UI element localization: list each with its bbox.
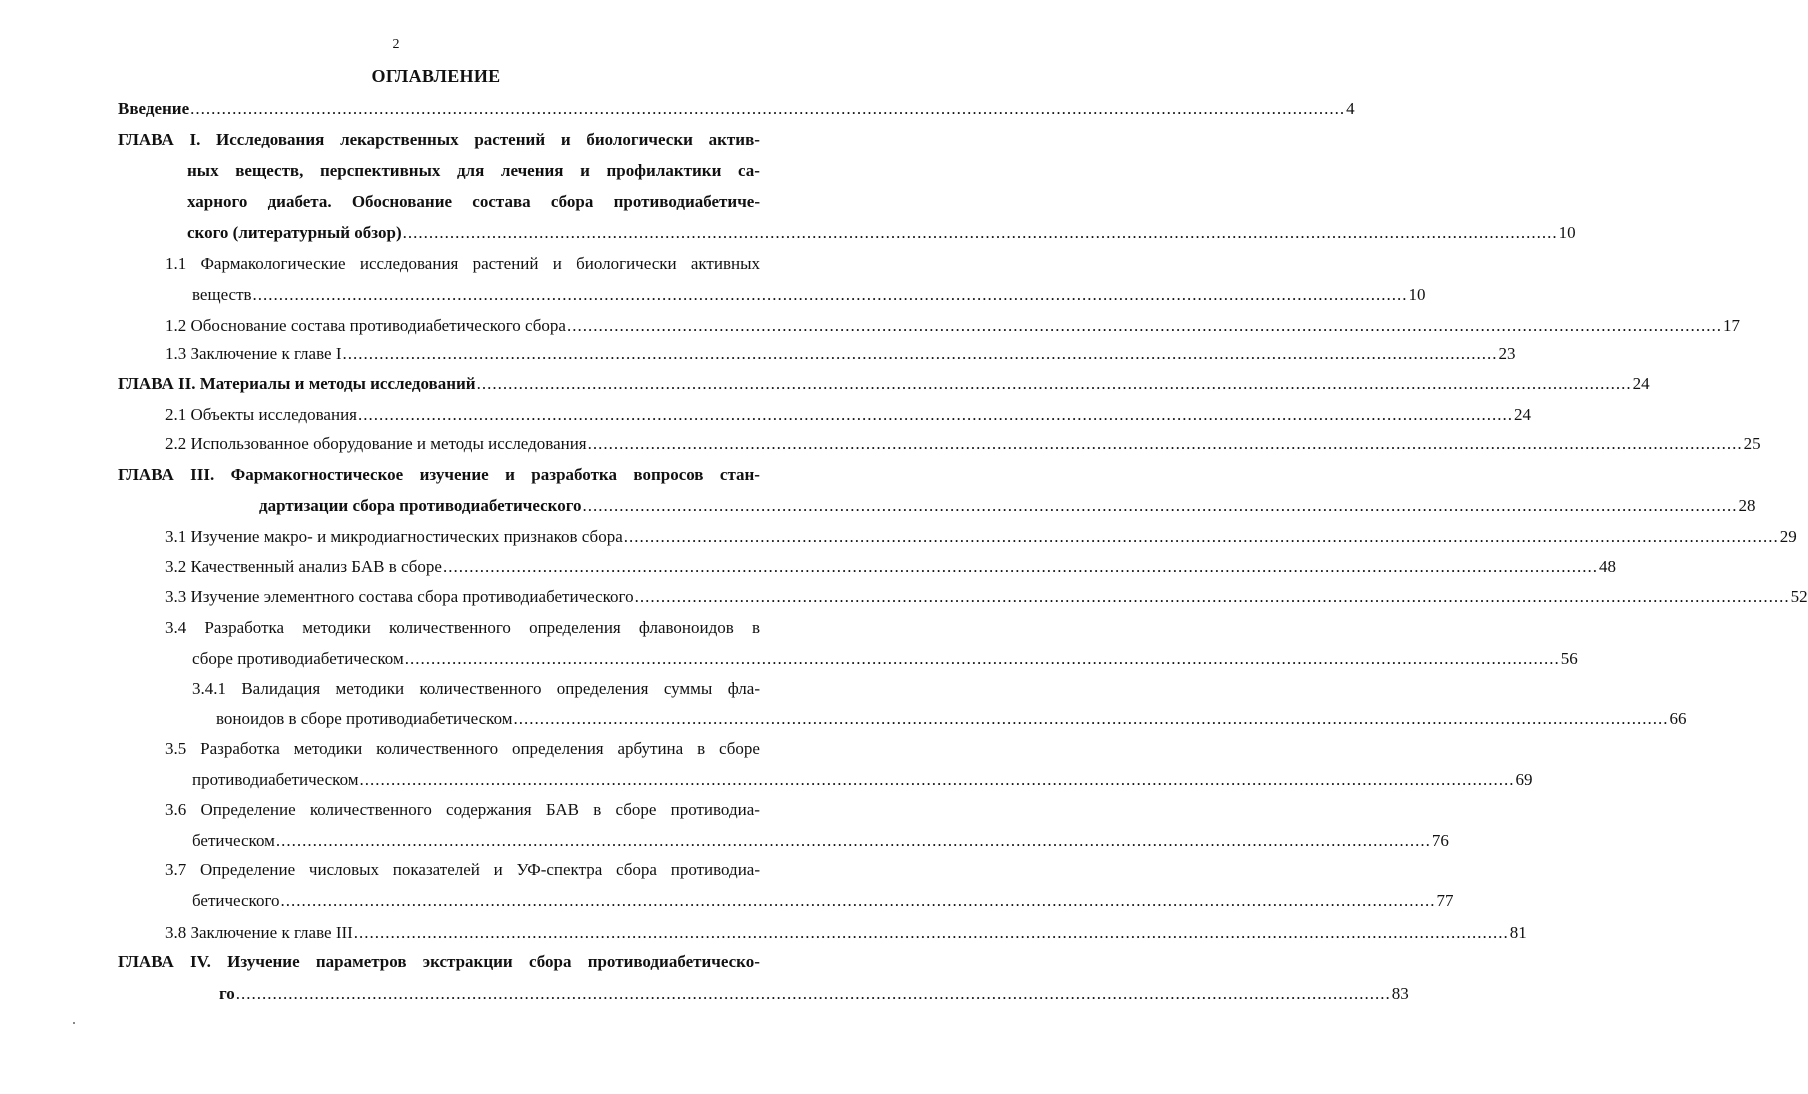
- toc-entry-last-line: [192, 767, 1533, 793]
- toc-word: I.: [189, 130, 201, 149]
- toc-word: числовых: [308, 860, 380, 879]
- toc-entry-page: 10: [1408, 285, 1426, 304]
- toc-word: количественного: [388, 618, 511, 637]
- toc-word: методики: [293, 739, 363, 758]
- toc-entry-last-line: [192, 888, 1454, 914]
- toc-word: стан-: [719, 465, 760, 484]
- toc-entry-text: 3.3 Изучение элементного состава сбора противодиабетического: [165, 587, 634, 606]
- toc-word: определения: [556, 679, 649, 698]
- dot-leader: ............................................................................................................................................................................................................................: [587, 434, 1743, 453]
- toc-word: содержания: [446, 800, 532, 819]
- toc-word: методики: [335, 679, 405, 698]
- toc-word: веществ,: [235, 161, 304, 180]
- toc-entry-last-line: [118, 371, 1650, 397]
- dot-leader: ............................................................................................................................................................................................................................: [280, 891, 1436, 910]
- toc-word: состава: [472, 192, 531, 211]
- toc-entry-line: [165, 736, 760, 762]
- toc-word: суммы: [663, 679, 713, 698]
- toc-entry-text: го: [219, 984, 235, 1003]
- toc-word: биологически: [586, 130, 693, 149]
- toc-word: разработка: [531, 465, 617, 484]
- toc-entry-last-line: [192, 282, 1426, 308]
- toc-word: III.: [190, 465, 215, 484]
- toc-entry-last-line: [118, 96, 1355, 122]
- toc-entry-last-line: [216, 706, 1687, 732]
- toc-entry-page: 69: [1515, 770, 1533, 789]
- toc-entry-text: 3.1 Изучение макро- и микродиагностических признаков сбора: [165, 527, 623, 546]
- toc-word: диабета.: [267, 192, 332, 211]
- toc-entry-page: 17: [1722, 316, 1740, 335]
- toc-entry-text: дартизации сбора противодиабетического: [259, 496, 582, 515]
- dot-leader: ............................................................................................................................................................................................................................: [275, 831, 1431, 850]
- toc-word: Валидация: [241, 679, 321, 698]
- toc-word: 3.4: [165, 618, 187, 637]
- toc-word: активных: [690, 254, 760, 273]
- toc-word: Определение: [200, 860, 296, 879]
- toc-word: арбутина: [617, 739, 684, 758]
- toc-entry-line: [118, 462, 760, 488]
- toc-entry-last-line: [165, 920, 1527, 946]
- toc-word: сбора: [550, 192, 594, 211]
- toc-entry-text: воноидов в сборе противодиабетическом: [216, 709, 513, 728]
- toc-entry-last-line: [219, 981, 1409, 1007]
- toc-word: Разработка: [200, 739, 280, 758]
- toc-word: противодиа-: [670, 860, 760, 879]
- toc-word: УФ-спектра: [516, 860, 603, 879]
- toc-word: сбора: [528, 952, 572, 971]
- toc-entry-last-line: [165, 554, 1616, 580]
- toc-word: са-: [738, 161, 760, 180]
- toc-word: перспективных: [319, 161, 441, 180]
- toc-entry-last-line: [165, 524, 1797, 550]
- toc-entry-last-line: [192, 828, 1449, 854]
- toc-entry-line: [165, 797, 760, 823]
- toc-entry-last-line: [165, 313, 1740, 339]
- toc-word: IV.: [189, 952, 211, 971]
- toc-entry-text: Введение: [118, 99, 190, 118]
- toc-word: ГЛАВА: [118, 465, 174, 484]
- toc-word: количественного: [419, 679, 542, 698]
- toc-entry-page: 56: [1560, 649, 1578, 668]
- toc-word: растений: [472, 254, 539, 273]
- toc-entry-page: 29: [1779, 527, 1797, 546]
- toc-entry-page: 83: [1391, 984, 1409, 1003]
- dot-leader: ............................................................................................................................................................................................................................: [190, 99, 1346, 118]
- toc-word: сбора: [616, 860, 657, 879]
- dot-leader: ............................................................................................................................................................................................................................: [582, 496, 1738, 515]
- toc-word: в: [751, 618, 760, 637]
- toc-word: противодиа-: [670, 800, 760, 819]
- toc-word: для: [456, 161, 485, 180]
- dot-leader: ............................................................................................................................................................................................................................: [634, 587, 1790, 606]
- toc-entry-last-line: [187, 220, 1576, 246]
- toc-word: Исследования: [216, 130, 325, 149]
- dot-leader: ............................................................................................................................................................................................................................: [235, 984, 1391, 1003]
- toc-word: биологически: [576, 254, 677, 273]
- toc-word: лекарственных: [340, 130, 459, 149]
- toc-entry-text: сборе противодиабетическом: [192, 649, 404, 668]
- toc-entry-page: 25: [1743, 434, 1761, 453]
- toc-word: БАВ: [545, 800, 579, 819]
- toc-word: и: [505, 465, 515, 484]
- toc-entry-page: 52: [1790, 587, 1808, 606]
- toc-word: количественного: [309, 800, 432, 819]
- toc-entry-line: [118, 127, 760, 153]
- toc-word: Изучение: [227, 952, 300, 971]
- toc-word: сборе: [615, 800, 657, 819]
- toc-entry-line: [165, 251, 760, 277]
- toc-entry-last-line: [165, 431, 1761, 457]
- toc-entry-last-line: [165, 584, 1808, 610]
- dot-leader: ............................................................................................................................................................................................................................: [402, 223, 1558, 242]
- scan-speck: [73, 1022, 75, 1024]
- toc-entry-page: 28: [1738, 496, 1756, 515]
- toc-entry-text: бетическом: [192, 831, 275, 850]
- toc-entry-last-line: [165, 402, 1531, 428]
- toc-word: Фармакологические: [200, 254, 346, 273]
- toc-word: исследования: [359, 254, 459, 273]
- toc-entry-page: 81: [1509, 923, 1527, 942]
- toc-word: показателей: [392, 860, 480, 879]
- toc-entry-text: ГЛАВА II. Материалы и методы исследований: [118, 374, 476, 393]
- toc-entry-line: [192, 676, 760, 702]
- toc-word: в: [593, 800, 602, 819]
- toc-entry-text: ского (литературный обзор): [187, 223, 402, 242]
- toc-word: вопросов: [633, 465, 704, 484]
- toc-entry-last-line: [259, 493, 1756, 519]
- toc-entry-text: 1.3 Заключение к главе I: [165, 344, 342, 363]
- toc-entry-text: 3.2 Качественный анализ БАВ в сборе: [165, 557, 442, 576]
- toc-entry-page: 24: [1513, 405, 1531, 424]
- toc-entry-page: 77: [1436, 891, 1454, 910]
- toc-entry-line: [118, 949, 760, 975]
- dot-leader: ............................................................................................................................................................................................................................: [476, 374, 1632, 393]
- toc-word: и: [580, 161, 590, 180]
- toc-entry-line: [187, 158, 760, 184]
- toc-word: 3.4.1: [192, 679, 226, 698]
- dot-leader: ............................................................................................................................................................................................................................: [513, 709, 1669, 728]
- toc-word: противодиабетическо-: [587, 952, 760, 971]
- toc-entry-page: 66: [1669, 709, 1687, 728]
- toc-word: растений: [474, 130, 546, 149]
- dot-leader: ............................................................................................................................................................................................................................: [404, 649, 1560, 668]
- toc-word: и: [560, 130, 571, 149]
- toc-entry-last-line: [192, 646, 1578, 672]
- page-number: 2: [392, 37, 400, 52]
- toc-word: определения: [511, 739, 604, 758]
- dot-leader: ............................................................................................................................................................................................................................: [252, 285, 1408, 304]
- toc-title: ОГЛАВЛЕНИЕ: [371, 66, 501, 86]
- toc-word: ГЛАВА: [118, 952, 174, 971]
- toc-entry-page: 48: [1598, 557, 1616, 576]
- toc-entry-text: бетического: [192, 891, 280, 910]
- dot-leader: ............................................................................................................................................................................................................................: [357, 405, 1513, 424]
- toc-entry-text: 1.2 Обоснование состава противодиабетического сбора: [165, 316, 566, 335]
- toc-word: изучение: [419, 465, 489, 484]
- dot-leader: ............................................................................................................................................................................................................................: [359, 770, 1515, 789]
- toc-entry-line: [187, 189, 760, 215]
- toc-word: профилактики: [606, 161, 722, 180]
- toc-word: в: [697, 739, 706, 758]
- toc-entry-text: противодиабетическом: [192, 770, 359, 789]
- toc-word: Обоснование: [351, 192, 453, 211]
- toc-word: Фармакогностическое: [230, 465, 404, 484]
- toc-entry-page: 76: [1431, 831, 1449, 850]
- toc-word: сборе: [718, 739, 760, 758]
- toc-word: ГЛАВА: [118, 130, 174, 149]
- toc-word: актив-: [708, 130, 760, 149]
- toc-entry-last-line: [165, 341, 1516, 367]
- toc-entry-text: 2.1 Объекты исследования: [165, 405, 357, 424]
- dot-leader: ............................................................................................................................................................................................................................: [342, 344, 1498, 363]
- toc-word: количественного: [376, 739, 499, 758]
- dot-leader: ............................................................................................................................................................................................................................: [566, 316, 1722, 335]
- toc-word: противодиабетиче-: [613, 192, 760, 211]
- toc-word: 3.6: [165, 800, 187, 819]
- toc-word: экстракции: [422, 952, 513, 971]
- toc-entry-text: 2.2 Использованное оборудование и методы исследования: [165, 434, 587, 453]
- toc-word: Разработка: [204, 618, 285, 637]
- toc-word: ных: [187, 161, 219, 180]
- toc-entry-page: 24: [1632, 374, 1650, 393]
- dot-leader: ............................................................................................................................................................................................................................: [623, 527, 1779, 546]
- dot-leader: ............................................................................................................................................................................................................................: [442, 557, 1598, 576]
- toc-word: определения: [529, 618, 621, 637]
- dot-leader: ............................................................................................................................................................................................................................: [353, 923, 1509, 942]
- toc-word: харного: [187, 192, 248, 211]
- toc-word: и: [493, 860, 503, 879]
- toc-word: флавоноидов: [638, 618, 734, 637]
- toc-word: методики: [302, 618, 371, 637]
- toc-entry-text: веществ: [192, 285, 252, 304]
- toc-word: параметров: [315, 952, 407, 971]
- toc-word: 1.1: [165, 254, 187, 273]
- toc-entry-page: 4: [1346, 99, 1355, 118]
- toc-entry-page: 10: [1558, 223, 1576, 242]
- toc-entry-text: 3.8 Заключение к главе III: [165, 923, 353, 942]
- toc-entry-line: [165, 857, 760, 883]
- toc-word: Определение: [200, 800, 296, 819]
- toc-word: 3.7: [165, 860, 187, 879]
- toc-word: 3.5: [165, 739, 187, 758]
- toc-entry-line: [165, 615, 760, 641]
- toc-word: фла-: [727, 679, 760, 698]
- toc-word: и: [552, 254, 562, 273]
- toc-entry-page: 23: [1498, 344, 1516, 363]
- toc-word: лечения: [500, 161, 564, 180]
